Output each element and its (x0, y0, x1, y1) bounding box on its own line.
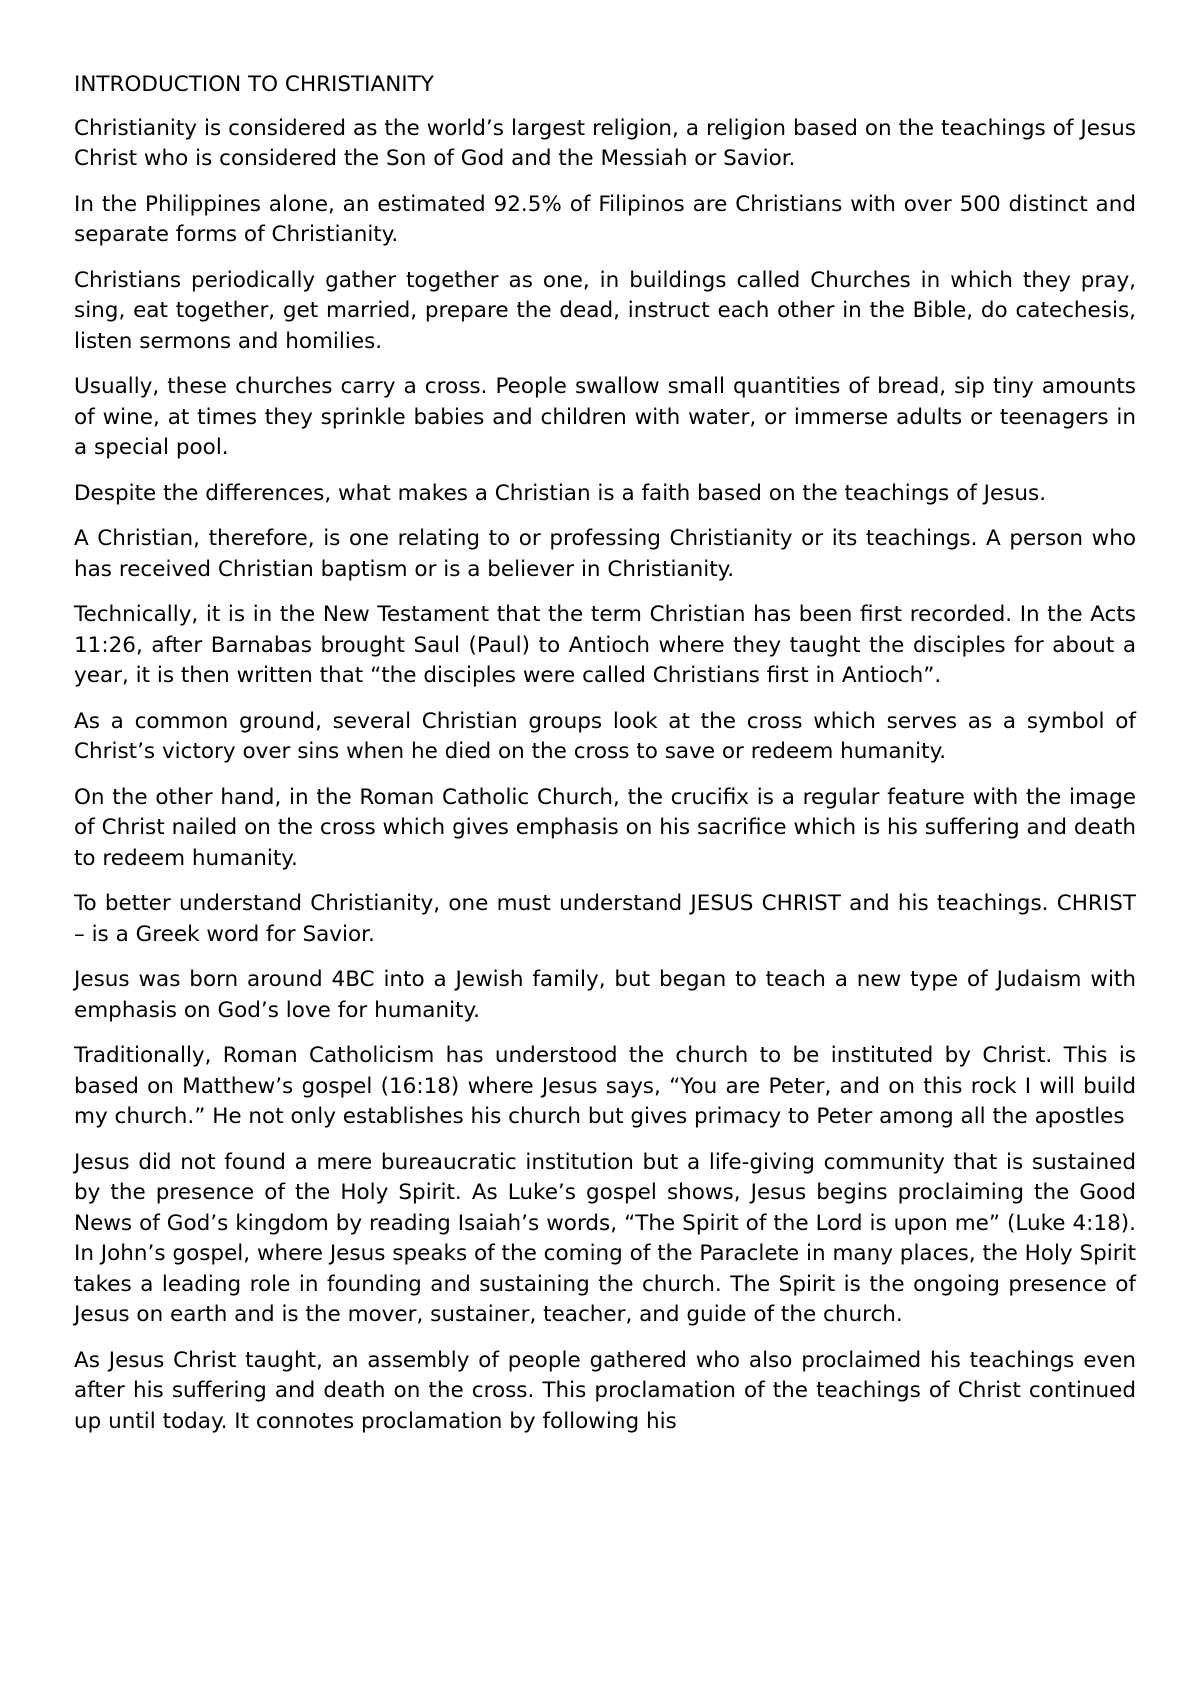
paragraph-7: Technically, it is in the New Testament that the term Christian has been first recorded. In the Acts 11:26, after Barnabas brought Saul (Paul) to Antioch where they taught the disciples for about a year, it is then written that “the disciples were called Christians first in Antioch”. (74, 602, 1136, 688)
document-page (74, 70, 1136, 1452)
paragraph-11: Jesus was born around 4BC into a Jewish family, but began to teach a new type of Judaism with emphasis on God’s love for humanity. (74, 967, 1136, 1023)
paragraph-2: In the Philippines alone, an estimated 92.5% of Filipinos are Christians with over 500 distinct and separate forms of Christianity. (74, 191, 1136, 247)
paragraph-6: A Christian, therefore, is one relating to or professing Christianity or its teachings. A person who has received Christian baptism or is a believer in Christianity. (74, 526, 1136, 582)
paragraph-1: Christianity is considered as the world’s largest religion, a religion based on the teachings of Jesus Christ who is considered the Son of God and the Messiah or Savior. (74, 115, 1136, 171)
paragraph-13: Jesus did not found a mere bureaucratic institution but a life-giving community that is sustained by the presence of the Holy Spirit. As Luke’s gospel shows, Jesus begins proclaiming the Good News of God’s kingdom by reading Isaiah’s words, “The Spirit of the Lord is upon me” (Luke 4:18). In John’s gospel, where Jesus speaks of the coming of the Paraclete in many places, the Holy Spirit takes a leading role in founding and sustaining the church. The Spirit is the ongoing presence of Jesus on earth and is the mover, sustainer, teacher, and guide of the church. (74, 1149, 1136, 1327)
paragraph-8: As a common ground, several Christian groups look at the cross which serves as a symbol of Christ’s victory over sins when he died on the cross to save or redeem humanity. (74, 708, 1136, 764)
paragraph-12: Traditionally, Roman Catholicism has understood the church to be instituted by Christ. This is based on Matthew’s gospel (16:18) where Jesus says, “You are Peter, and on this rock I will build my church.” He not only establishes his church but gives primacy to Peter among all the apostles (74, 1043, 1136, 1129)
paragraph-5: Despite the differences, what makes a Christian is a faith based on the teachings of Jesus. (74, 480, 1047, 506)
paragraph-9: On the other hand, in the Roman Catholic Church, the crucifix is a regular feature with the image of Christ nailed on the cross which gives emphasis on his sacrifice which is his suffering and death to redeem humanity. (74, 784, 1136, 871)
document-title: INTRODUCTION TO CHRISTIANITY (74, 72, 434, 97)
paragraph-14: As Jesus Christ taught, an assembly of people gathered who also proclaimed his teachings even after his suffering and death on the cross. This proclamation of the teachings of Christ continued up until today. It connotes proclamation by following his (74, 1347, 1136, 1434)
paragraph-10: To better understand Christianity, one must understand JESUS CHRIST and his teachings. CHRIST – is a Greek word for Savior. (74, 891, 1136, 947)
paragraph-4: Usually, these churches carry a cross. People swallow small quantities of bread, sip tiny amounts of wine, at times they sprinkle babies and children with water, or immerse adults or teenagers in a special pool. (74, 374, 1136, 460)
paragraph-3: Christians periodically gather together as one, in buildings called Churches in which they pray, sing, eat together, get married, prepare the dead, instruct each other in the Bible, do catechesis, listen sermons and homilies. (74, 267, 1136, 354)
